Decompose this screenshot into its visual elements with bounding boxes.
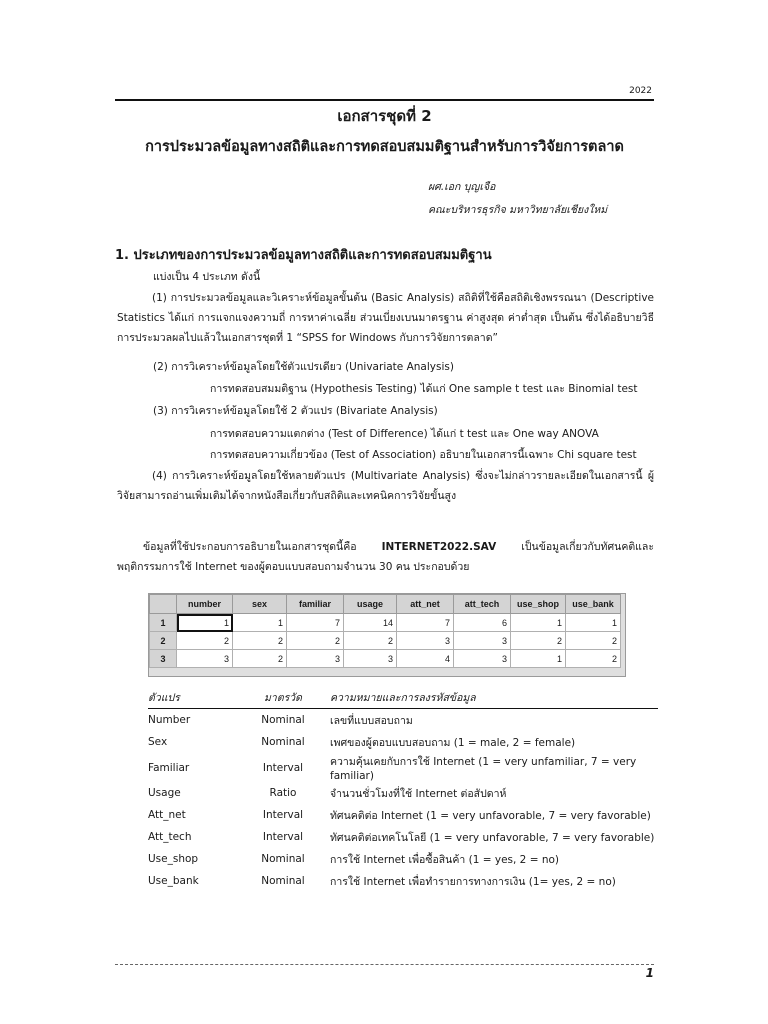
page-number: 1 <box>645 966 654 980</box>
variable-table <box>148 686 658 892</box>
variable-name: Usage <box>148 787 181 799</box>
grid-col-header[interactable]: usage <box>344 595 397 614</box>
dataset-filename: INTERNET2022.SAV <box>381 541 497 553</box>
grid-cell[interactable]: 2 <box>287 632 344 650</box>
grid-cell[interactable]: 6 <box>454 614 511 632</box>
variable-scale: Ratio <box>269 787 297 799</box>
data-grid-table <box>149 594 621 668</box>
variable-header-meaning: ความหมายและการลงรหัสข้อมูล <box>328 686 658 709</box>
variable-scale: Nominal <box>261 714 305 726</box>
variable-header-name: ตัวแปร <box>148 686 238 709</box>
variable-name: Number <box>148 714 191 726</box>
grid-cell[interactable]: 4 <box>397 650 454 668</box>
variable-meaning: เพศของผู้ตอบแบบสอบถาม (1 = male, 2 = female) <box>330 736 576 749</box>
header-rule <box>115 99 654 101</box>
paragraph-hypothesis-testing: การทดสอบสมมติฐาน (Hypothesis Testing) ได้แก่ One sample t test และ Binomial test <box>210 383 638 395</box>
grid-cell[interactable]: 14 <box>344 614 397 632</box>
variable-meaning: การใช้ Internet เพื่อทำรายการทางการเงิน (1= yes, 2 = no) <box>330 875 616 888</box>
grid-row-number[interactable]: 3 <box>150 650 177 668</box>
grid-cell[interactable]: 1 <box>233 614 287 632</box>
grid-cell[interactable]: 3 <box>454 632 511 650</box>
variable-name: Sex <box>148 736 168 748</box>
grid-corner <box>150 595 177 614</box>
grid-cell[interactable]: 7 <box>397 614 454 632</box>
paragraph-test-association: การทดสอบความเกี่ยวข้อง (Test of Association) อธิบายในเอกสารนี้เฉพาะ Chi square test <box>210 449 637 461</box>
grid-col-header[interactable]: use_bank <box>566 595 621 614</box>
grid-cell[interactable]: 3 <box>177 650 233 668</box>
table-row <box>148 709 658 732</box>
grid-cell[interactable]: 2 <box>177 632 233 650</box>
document-subtitle: การประมวลข้อมูลทางสถิติและการทดสอบสมมติฐานสำหรับการวิจัยการตลาด <box>145 139 624 155</box>
grid-cell[interactable]: 2 <box>511 632 566 650</box>
variable-scale: Nominal <box>261 853 305 865</box>
spss-data-grid <box>148 593 626 677</box>
grid-row <box>150 614 621 632</box>
footer-rule <box>115 964 654 965</box>
paragraph-test-difference: การทดสอบความแตกต่าง (Test of Difference) ได้แก่ t test และ One way ANOVA <box>210 428 599 440</box>
grid-col-header[interactable]: familiar <box>287 595 344 614</box>
grid-cell[interactable]: 2 <box>233 650 287 668</box>
variable-meaning: ทัศนคติต่อ Internet (1 = very unfavorable, 7 = very favorable) <box>330 809 651 822</box>
paragraph-bivariate: (3) การวิเคราะห์ข้อมูลโดยใช้ 2 ตัวแปร (Bivariate Analysis) <box>153 405 438 417</box>
header-year: 2022 <box>629 86 652 96</box>
paragraph-univariate: (2) การวิเคราะห์ข้อมูลโดยใช้ตัวแปรเดียว (Univariate Analysis) <box>153 361 454 373</box>
variable-meaning: ความคุ้นเคยกับการใช้ Internet (1 = very unfamiliar, 7 = very familiar) <box>330 756 637 782</box>
grid-col-header[interactable]: number <box>177 595 233 614</box>
grid-cell[interactable]: 2 <box>566 632 621 650</box>
variable-meaning: จำนวนชั่วโมงที่ใช้ Internet ต่อสัปดาห์ <box>330 787 507 800</box>
paragraph-multivariate: (4) การวิเคราะห์ข้อมูลโดยใช้หลายตัวแปร (Multivariate Analysis) ซึ่งจะไม่กล่าวรายละเอียดในเอกสารนี้ ผู้วิจัยสามารถอ่านเพิ่มเติมได้จากหนังสือเกี่ยวกับสถิติและเทคนิคการวิจัยขั้นสูง <box>117 470 654 502</box>
table-row <box>148 731 658 753</box>
variable-name: Familiar <box>148 761 190 774</box>
variable-scale: Nominal <box>261 875 305 887</box>
dataset-text-post: เป็นข้อมูลเกี่ยวกับทัศนคติและพฤติกรรมการใช้ Internet ของผู้ตอบแบบสอบถามจำนวน 30 คน ประกอบด้วย <box>117 541 655 573</box>
paragraph-basic-analysis: (1) การประมวลข้อมูลและวิเคราะห์ข้อมูลขั้นต้น (Basic Analysis) สถิติที่ใช้คือสถิติเชิงพรรณนา (Descriptive Statistics ได้แก่ การแจกแจงความถี่ การหาค่าเฉลี่ย ส่วนเบี่ยงเบนมาตรฐาน ค่าสูงสุด ค่าต่ำสุด เป็นต้น ซึ่งได้อธิบายวิธีการประมวลผลไปแล้วในเอกสารชุดที่ 1 “SPSS for Windows กับการวิจัยการตลาด” <box>117 292 654 344</box>
variable-scale: Interval <box>262 761 304 774</box>
grid-row-number[interactable]: 1 <box>150 614 177 632</box>
table-row <box>148 826 658 848</box>
paragraph-dataset <box>117 537 654 577</box>
section-heading: 1. ประเภทของการประมวลข้อมูลทางสถิติและการทดสอบสมมติฐาน <box>115 248 492 263</box>
variable-meaning: เลขที่แบบสอบถาม <box>330 714 413 727</box>
grid-cell[interactable]: 3 <box>287 650 344 668</box>
table-row <box>148 870 658 892</box>
author-block <box>428 176 607 222</box>
section-intro: แบ่งเป็น 4 ประเภท ดังนี้ <box>153 271 261 283</box>
grid-row <box>150 632 621 650</box>
author-affiliation: คณะบริหารธุรกิจ มหาวิทยาลัยเชียงใหม่ <box>428 204 608 216</box>
grid-col-header[interactable]: att_tech <box>454 595 511 614</box>
grid-cell-selected[interactable]: 1 <box>177 614 233 632</box>
variable-scale: Interval <box>262 809 304 821</box>
grid-cell[interactable]: 7 <box>287 614 344 632</box>
grid-cell[interactable]: 1 <box>566 614 621 632</box>
variable-meaning: การใช้ Internet เพื่อซื้อสินค้า (1 = yes, 2 = no) <box>330 853 560 866</box>
grid-cell[interactable]: 2 <box>566 650 621 668</box>
grid-row <box>150 650 621 668</box>
variable-scale: Nominal <box>261 736 305 748</box>
document-title: เอกสารชุดที่ 2 <box>337 107 432 125</box>
grid-col-header[interactable]: sex <box>233 595 287 614</box>
variable-meaning: ทัศนคติต่อเทคโนโลยี (1 = very unfavorable, 7 = very favorable) <box>330 831 655 844</box>
grid-cell[interactable]: 2 <box>233 632 287 650</box>
author-name: ผศ.เอก บุญเจือ <box>428 181 496 193</box>
variable-name: Use_bank <box>148 875 199 887</box>
table-row <box>148 848 658 870</box>
table-row <box>148 753 658 782</box>
grid-cell[interactable]: 1 <box>511 650 566 668</box>
table-row <box>148 782 658 804</box>
variable-name: Att_net <box>148 809 186 821</box>
variable-scale: Interval <box>262 831 304 843</box>
grid-cell[interactable]: 2 <box>344 632 397 650</box>
variable-name: Use_shop <box>148 853 199 865</box>
grid-col-header[interactable]: att_net <box>397 595 454 614</box>
grid-cell[interactable]: 1 <box>511 614 566 632</box>
grid-cell[interactable]: 3 <box>397 632 454 650</box>
grid-col-header[interactable]: use_shop <box>511 595 566 614</box>
grid-row-number[interactable]: 2 <box>150 632 177 650</box>
variable-name: Att_tech <box>148 831 192 843</box>
grid-cell[interactable]: 3 <box>454 650 511 668</box>
dataset-text-pre: ข้อมูลที่ใช้ประกอบการอธิบายในเอกสารชุดนี้คือ <box>143 541 382 553</box>
variable-header-scale: มาตรวัด <box>238 686 328 709</box>
grid-cell[interactable]: 3 <box>344 650 397 668</box>
variable-table-grid <box>148 686 658 892</box>
table-row <box>148 804 658 826</box>
